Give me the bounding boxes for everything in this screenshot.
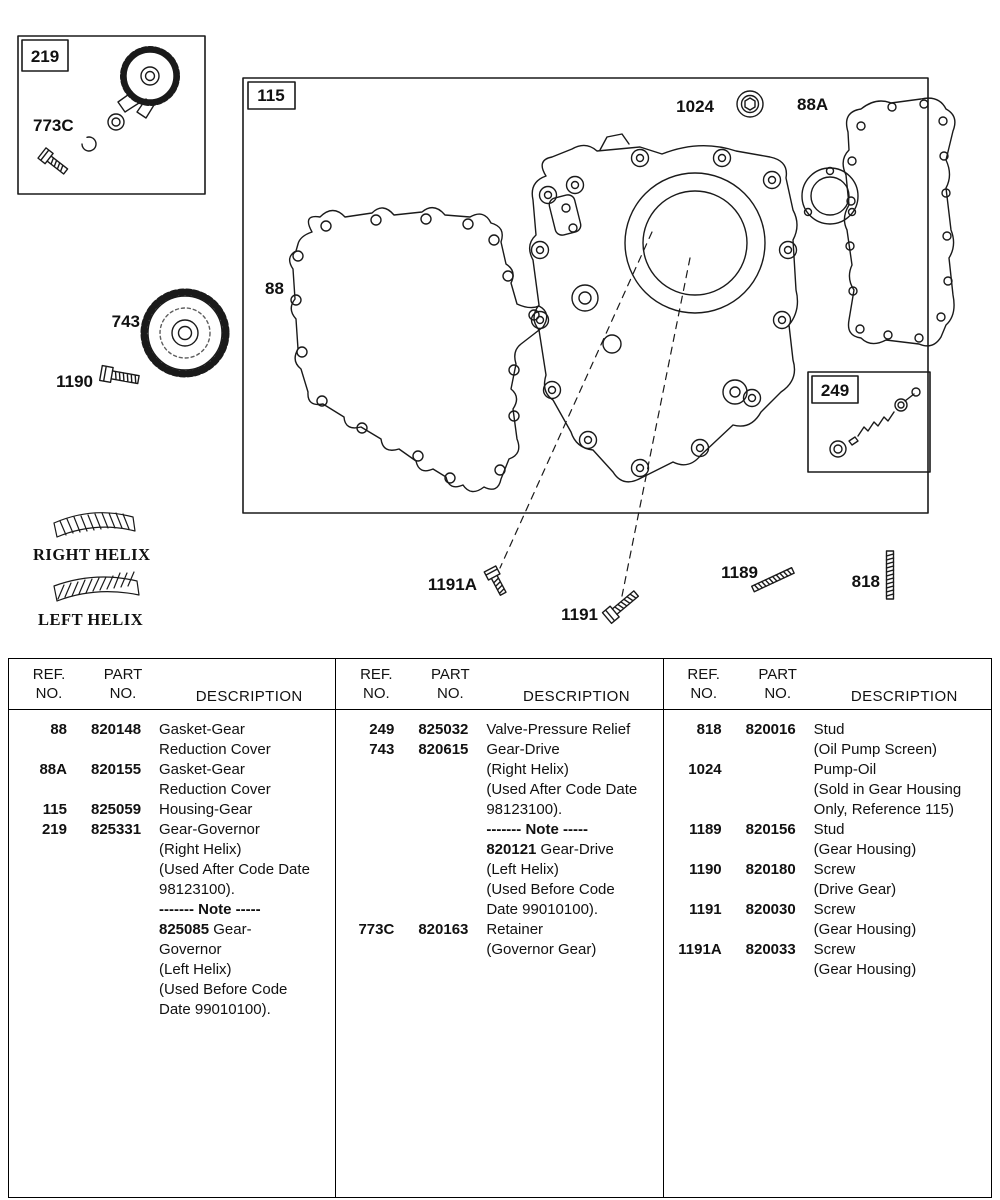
parts-entry-1190 bbox=[674, 860, 987, 900]
screw-1191-drawing bbox=[603, 588, 641, 623]
callout-743: 743 bbox=[111, 312, 140, 331]
part-no: 820155 bbox=[91, 761, 142, 778]
part-no: 820615 bbox=[418, 741, 469, 758]
part-no: 820163 bbox=[418, 921, 469, 938]
description: Stud (Oil Pump Screen) bbox=[813, 721, 938, 758]
description-header: DESCRIPTION bbox=[850, 688, 958, 705]
callout-1191a: 1191A bbox=[427, 575, 477, 594]
description: Retainer (Governor Gear) bbox=[486, 921, 597, 958]
parts-entry-1024 bbox=[674, 760, 987, 820]
left-helix-sketch bbox=[54, 572, 139, 601]
right-helix-label: RIGHT HELIX bbox=[33, 545, 151, 564]
callout-1189: 1189 bbox=[721, 563, 758, 582]
stud-818-drawing bbox=[887, 551, 894, 599]
description-header: DESCRIPTION bbox=[523, 688, 630, 705]
parts-column-2 bbox=[336, 659, 663, 1197]
description: Screw (Drive Gear) bbox=[813, 861, 897, 898]
ref-no: 1191A bbox=[678, 941, 722, 958]
part-no-header: PART NO. bbox=[431, 665, 470, 702]
parts-column-1 bbox=[9, 659, 336, 1197]
ref-no: 743 bbox=[369, 741, 395, 758]
parts-entry-1189 bbox=[674, 820, 987, 860]
parts-entry-773C bbox=[346, 920, 658, 960]
drive-gear-drawing bbox=[144, 292, 226, 374]
description: Screw (Gear Housing) bbox=[813, 941, 917, 978]
gasket-bolt-holes bbox=[846, 100, 952, 342]
parts-entry-1191 bbox=[674, 900, 987, 940]
description-header: DESCRIPTION bbox=[195, 688, 303, 705]
callout-773c: 773C bbox=[33, 116, 74, 135]
part-no bbox=[722, 760, 814, 820]
parts-list-table bbox=[8, 658, 992, 1198]
callout-115: 115 bbox=[257, 86, 285, 105]
callout-88a: 88A bbox=[797, 95, 829, 114]
description: Valve-Pressure Relief bbox=[486, 721, 631, 738]
left-helix-label: LEFT HELIX bbox=[38, 610, 144, 629]
part-no: 820148 bbox=[91, 721, 142, 738]
screw-1191a-drawing bbox=[484, 566, 509, 597]
entries-column-1 bbox=[9, 710, 335, 1020]
part-no: 820156 bbox=[745, 821, 796, 838]
ref-no: 773C bbox=[358, 921, 395, 938]
entries-column-2 bbox=[336, 710, 662, 960]
entries-column-3 bbox=[664, 710, 991, 980]
description: Housing-Gear bbox=[159, 801, 253, 818]
callout-1024: 1024 bbox=[676, 97, 714, 116]
gear-housing-drawing bbox=[530, 134, 798, 482]
left-gasket-drawing bbox=[290, 208, 547, 492]
ref-no: 818 bbox=[696, 721, 722, 738]
parts-column-3 bbox=[664, 659, 991, 1197]
housing-bolt-bosses bbox=[532, 150, 797, 477]
part-no: 825331 bbox=[91, 821, 142, 838]
ref-no: 1190 bbox=[689, 861, 722, 878]
ref-no: 249 bbox=[369, 721, 395, 738]
callout-219: 219 bbox=[30, 47, 60, 66]
column-header bbox=[664, 659, 991, 710]
parts-entry-115 bbox=[19, 800, 331, 820]
ref-no-header: REF. NO. bbox=[360, 665, 393, 702]
retainer-screw-drawing bbox=[38, 148, 70, 177]
ref-no: 1191 bbox=[689, 901, 722, 918]
part-no: 820016 bbox=[745, 721, 796, 738]
ref-no: 88A bbox=[39, 761, 67, 778]
callout-818: 818 bbox=[851, 572, 880, 591]
parts-entry-88 bbox=[19, 720, 331, 760]
parts-entry-249 bbox=[346, 720, 658, 740]
part-no-header: PART NO. bbox=[103, 665, 143, 702]
callout-249: 249 bbox=[820, 381, 850, 400]
oil-pump-plug-drawing bbox=[737, 91, 763, 117]
description: Gasket-Gear Reduction Cover bbox=[159, 761, 271, 798]
parts-entry-219 bbox=[19, 820, 331, 1020]
part-no: 820033 bbox=[745, 941, 796, 958]
right-helix-sketch bbox=[54, 513, 135, 537]
description: Screw (Gear Housing) bbox=[813, 901, 917, 938]
description: Gasket-Gear Reduction Cover bbox=[159, 721, 271, 758]
ref-no: 219 bbox=[41, 821, 67, 838]
parts-entry-88A bbox=[19, 760, 331, 800]
description: Stud (Gear Housing) bbox=[813, 821, 917, 858]
ref-no: 1189 bbox=[689, 821, 722, 838]
parts-entry-1191A bbox=[674, 940, 987, 980]
drive-gear-screw-drawing bbox=[100, 366, 140, 387]
gasket-bolt-holes bbox=[291, 214, 539, 483]
column-header bbox=[9, 659, 335, 710]
ref-no: 115 bbox=[42, 801, 67, 818]
ref-no: 1024 bbox=[688, 761, 722, 778]
column-header bbox=[336, 659, 662, 710]
parts-entry-818 bbox=[674, 720, 987, 760]
callout-88: 88 bbox=[265, 279, 284, 298]
governor-gear-drawing bbox=[79, 49, 177, 154]
callout-1190: 1190 bbox=[56, 372, 93, 391]
part-no: 820180 bbox=[745, 861, 796, 878]
stud-1189-drawing bbox=[752, 568, 794, 592]
part-no: 820030 bbox=[745, 901, 796, 918]
parts-entry-743 bbox=[346, 740, 658, 920]
part-no: 825059 bbox=[91, 801, 142, 818]
ref-no-header: REF. NO. bbox=[32, 665, 66, 702]
part-no-header: PART NO. bbox=[758, 665, 797, 702]
callout-1191: 1191 bbox=[561, 605, 598, 624]
leader-lines bbox=[500, 232, 690, 596]
ref-no: 88 bbox=[50, 721, 67, 738]
description: Gear-Drive (Right Helix) (Used After Code Date 98123100). ------- Note ----- 820121 Gear-Drive (Left Helix) (Used Before Code Date 99010100). bbox=[486, 741, 638, 918]
description: Gear-Governor (Right Helix) (Used After Code Date 98123100). ------- Note ----- 825085 Gear- Governor (Left Helix) (Used Before Code Date 99010100). bbox=[159, 821, 310, 1018]
right-gasket-drawing bbox=[802, 98, 955, 346]
ref-no-header: REF. NO. bbox=[687, 665, 720, 702]
description: Pump-Oil (Sold in Gear Housing Only, Reference 115) bbox=[813, 761, 962, 818]
part-no: 825032 bbox=[418, 721, 469, 738]
